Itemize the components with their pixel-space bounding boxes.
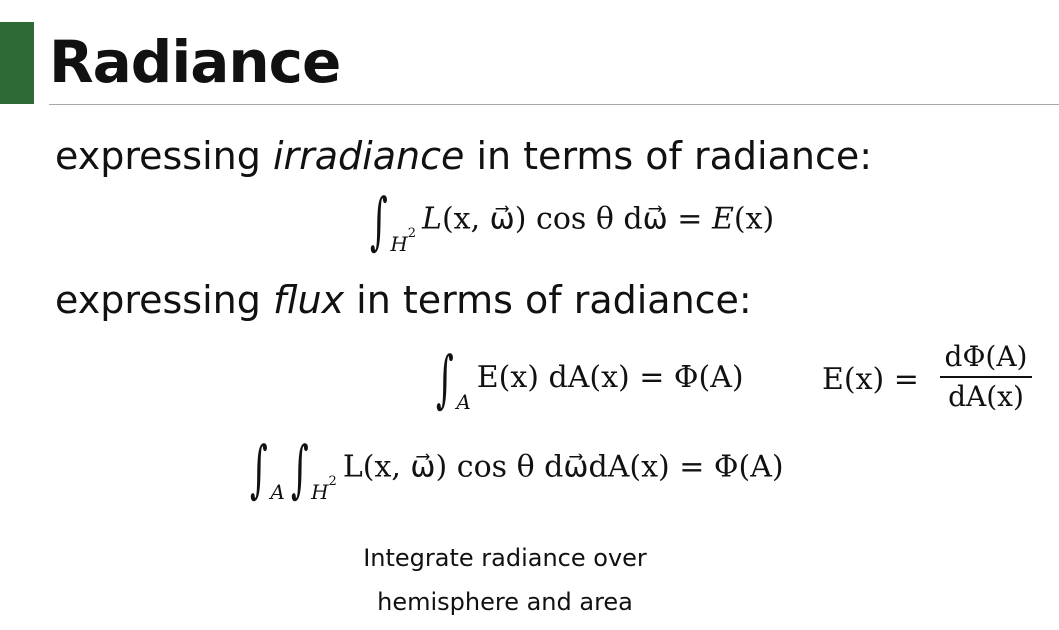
flux-heading	[55, 278, 752, 322]
caption	[340, 536, 670, 624]
title-accent-bar	[0, 22, 34, 104]
irradiance-symbol: E	[711, 201, 734, 237]
irradiance-heading-prefix: expressing	[55, 134, 273, 178]
radiance-symbol: L	[422, 201, 442, 237]
integral-sign: ∫	[370, 183, 388, 257]
integral-domain-area: A	[270, 479, 285, 504]
double-integral-equation	[250, 431, 784, 505]
integral-sign-hemisphere: ∫	[290, 431, 309, 505]
integral-domain-label: H	[390, 231, 408, 256]
integral-domain-exponent: 2	[407, 226, 417, 241]
flux-heading-suffix: in terms of radiance:	[344, 278, 752, 322]
irradiance-heading	[55, 134, 872, 178]
irradiance-heading-suffix: in terms of radiance:	[464, 134, 873, 178]
integral-domain-exponent: 2	[328, 474, 337, 489]
double-integral-body: L(x, ω⃗) cos θ dω⃗dA(x) = Φ(A)	[342, 449, 784, 485]
flux-heading-emphasis: flux	[272, 278, 345, 322]
irradiance-heading-emphasis: irradiance	[272, 134, 465, 178]
irradiance-derivative-fraction	[940, 340, 1032, 414]
flux-heading-prefix: expressing	[55, 278, 273, 322]
cos-term: cos θ dω⃗ =	[526, 201, 712, 237]
irradiance-args: (x)	[733, 201, 775, 237]
fraction-bar	[940, 376, 1032, 378]
integral-domain: A	[456, 390, 471, 414]
integral-domain	[390, 226, 417, 256]
irradiance-derivative-lhs: E(x) =	[822, 362, 919, 397]
flux-equation	[436, 342, 744, 415]
slide-title: Radiance	[49, 28, 341, 96]
radiance-args: (x, ω⃗)	[441, 201, 527, 237]
irradiance-equation	[370, 183, 775, 257]
integral-domain-hemisphere	[311, 474, 337, 504]
integral-domain-label: H	[311, 479, 329, 504]
flux-equation-body: E(x) dA(x) = Φ(A)	[476, 360, 744, 395]
fraction-denominator: dA(x)	[948, 380, 1024, 413]
caption-line-2: hemisphere and area	[377, 588, 633, 616]
integral-sign: ∫	[436, 342, 454, 415]
fraction-numerator: dΦ(A)	[944, 340, 1028, 373]
integral-sign-area: ∫	[250, 431, 268, 505]
title-divider	[49, 104, 1059, 105]
caption-line-1: Integrate radiance over	[363, 544, 647, 572]
